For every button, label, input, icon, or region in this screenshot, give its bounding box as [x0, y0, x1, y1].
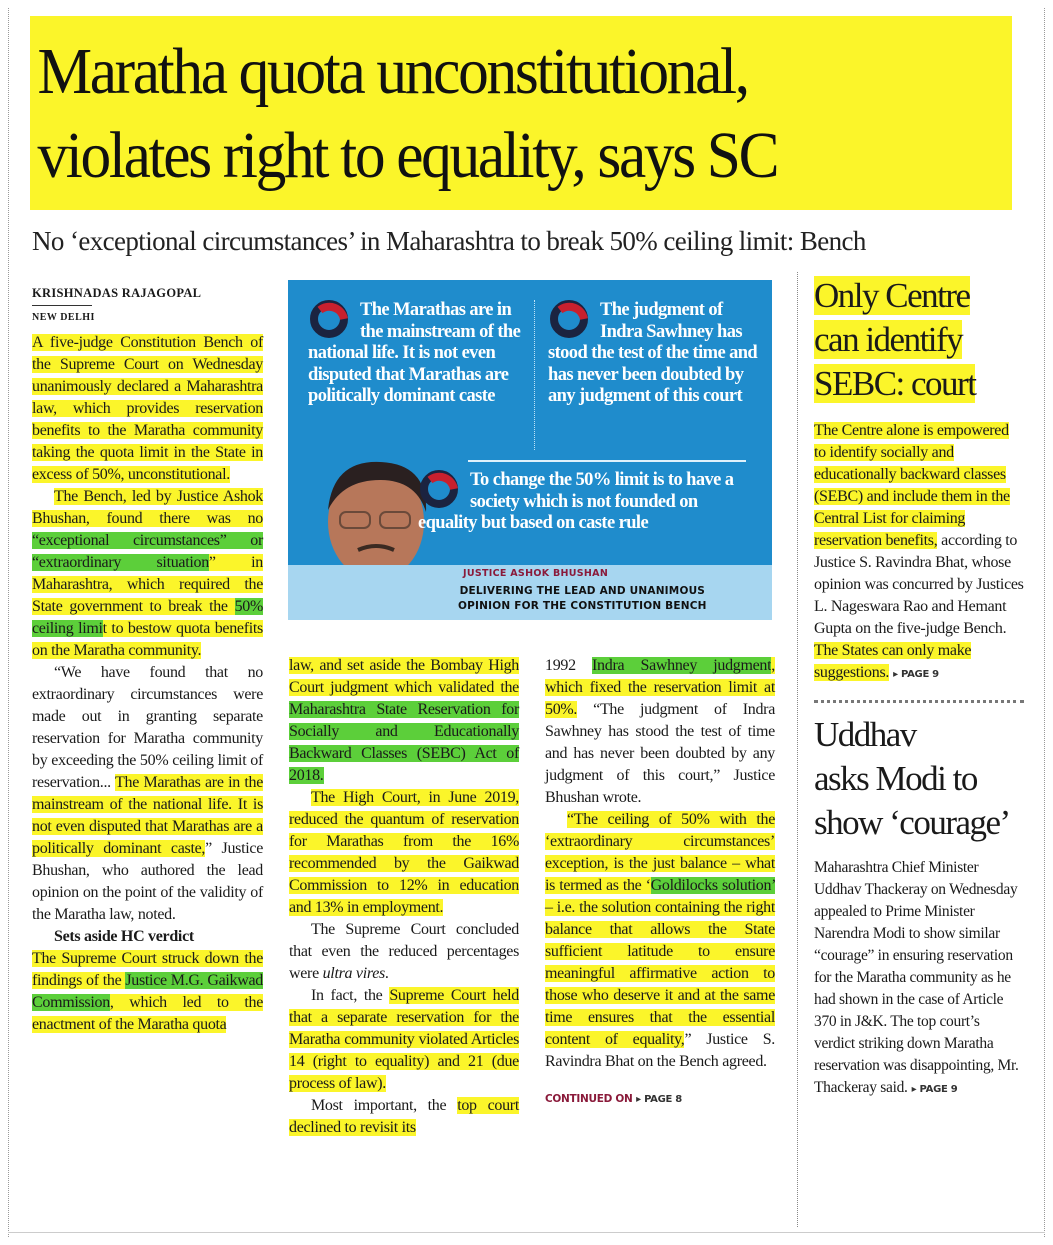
infobox-quote-2: [548, 300, 758, 408]
sidebar-1-body: [814, 420, 1024, 686]
yellow-highlight-text: , which led to the enactment of the Maratha quota: [32, 994, 263, 1033]
yellow-highlight-text: law, and set aside the Bombay High Court judgment which validated the: [289, 657, 519, 696]
column-1-body: [32, 332, 263, 926]
yellow-highlight-text: The Centre alone is empowered to identify socially and educationally backward classes (SEBC) and include them in the Central List for claiming reservation benefits,: [814, 422, 1010, 549]
sidebar-1-headline-line: SEBC: court: [814, 364, 976, 403]
sidebar-1-headline-line: can identify: [814, 320, 963, 359]
yellow-highlight-text: t to bestow quota benefits on the Maratha community.: [32, 620, 263, 659]
byline-rule: [32, 305, 92, 306]
page-reference-link[interactable]: ▸ PAGE 9: [911, 1084, 958, 1095]
quote-logo-icon: [418, 470, 464, 508]
infobox-divider-vertical: [534, 300, 535, 450]
byline-author: KRISHNADAS RAJAGOPAL: [32, 286, 202, 300]
body-text: “We have found that no extraordinary circumstances were made out in granting separate reservation for Maratha community by exceeding the 50% ceiling limit of reservation...: [32, 664, 263, 791]
article-paragraph: [289, 1095, 519, 1139]
article-paragraph: [32, 662, 263, 926]
yellow-highlight-text: The High Court, in June 2019, reduced the quantum of reservation for Marathas from the 16% recommended by the Gaikwad Commission to 12% in education and 13% in employment.: [289, 789, 519, 916]
caption-line-2: OPINION FOR THE CONSTITUTION BENCH: [458, 600, 707, 612]
article-paragraph: [814, 420, 1024, 686]
column-3-body: [545, 655, 775, 1073]
caption-name: JUSTICE ASHOK BHUSHAN: [463, 568, 609, 579]
article-paragraph: [32, 486, 263, 662]
subheadline: No ‘exceptional circumstances’ in Maharashtra to break 50% ceiling limit: Bench: [32, 226, 866, 256]
sidebar-2-headline-line: show ‘courage’: [814, 803, 1010, 842]
quote-logo-icon: [308, 300, 354, 338]
yellow-highlight-text: A five-judge Constitution Bench of the Supreme Court on Wednesday unanimously declared a Maharashtra law, which provides reservation benefits to the Maratha community taking the quota limit in the State in excess of 50%, unconstitutional.: [32, 334, 263, 483]
body-text: ultra vires: [322, 965, 385, 982]
yellow-highlight-text: ” in Maharashtra, which required the State government to break the: [32, 554, 263, 615]
green-highlight-text: Maharashtra State Reservation for Socially and Educationally Backward Classes (SEBC) Act of 2018.: [289, 701, 519, 784]
bottom-rule: [8, 1232, 1045, 1233]
quote-1-text: The Marathas are in the mainstream of the national life. It is not even disputed that Marathas are politically dominant caste: [308, 300, 521, 406]
body-text: according to Justice S. Ravindra Bhat, whose opinion was concurred by Justices L. Nageswara Rao and Hemant Gupta on the five-judge Bench.: [814, 532, 1024, 637]
quote-logo-icon: [548, 300, 594, 338]
article-paragraph: [545, 809, 775, 1073]
subheading: Sets aside HC verdict: [54, 928, 194, 945]
yellow-highlight-text: “The ceiling of 50% with the ‘extraordinary circumstances’ exception, is the just balance – what is termed as the ‘: [545, 811, 775, 894]
body-text: The Supreme Court concluded that even the reduced percentages were: [289, 921, 519, 982]
body-text: 1992: [545, 657, 593, 674]
article-paragraph: [545, 655, 775, 809]
sidebar-2-headline: [814, 713, 1024, 845]
column-1-body-2: [32, 948, 263, 1036]
yellow-highlight-text: , which fixed the reservation limit at 50%.: [545, 657, 775, 718]
body-text: Maharashtra Chief Minister Uddhav Thackeray on Wednesday appealed to Prime Minister Narendra Modi to show similar “courage” in ensuring reservation for the Maratha community as he had shown in the case of Article 370 in J&K. The top court’s verdict striking down Maratha reservation was disappointing, Mr. Thackeray said.: [814, 859, 1019, 1096]
green-highlight-text: 50% ceiling limi: [32, 598, 263, 637]
infobox-quote-3: [418, 470, 748, 535]
article-paragraph: [32, 332, 263, 486]
article-paragraph: [289, 787, 519, 919]
yellow-highlight-text: The Bench, led by Justice Ashok Bhushan, found there was no: [32, 488, 263, 527]
yellow-highlight-text: Supreme Court held that a separate reservation for the Maratha community violated Articles 14 (right to equality) and 21 (due process of law).: [289, 987, 520, 1092]
infobox-quote-1: [308, 300, 530, 408]
article-paragraph: [289, 655, 519, 787]
headline-line-1: Maratha quota unconstitutional,: [37, 35, 748, 108]
body-text: ” Justice Bhushan, who authored the lead opinion on the point of the validity of the Maratha law, noted.: [32, 840, 263, 923]
column-2-body: [289, 655, 519, 1139]
caption-line-1: DELIVERING THE LEAD AND UNANIMOUS: [459, 585, 706, 597]
dateline: NEW DELHI: [32, 312, 95, 323]
green-highlight-text: Indra Sawhney judgment: [592, 657, 772, 674]
yellow-highlight-text: – i.e. the solution containing the right balance that allows the State sufficient latitude to ensure meaningful affirmative action to those who deserve it and at the same time ensures that the essential content of equality,: [545, 899, 775, 1048]
continued-page-link[interactable]: ▸ PAGE 8: [636, 1094, 682, 1105]
article-paragraph: [289, 919, 519, 985]
page-reference-link[interactable]: ▸ PAGE 9: [893, 669, 939, 680]
sidebar-2-headline-line: asks Modi to: [814, 759, 977, 798]
yellow-highlight-text: The States can only make suggestions.: [814, 642, 972, 681]
infobox: [288, 280, 772, 620]
continued-line[interactable]: [545, 1087, 775, 1111]
body-text: ” Justice S. Ravindra Bhat on the Bench agreed.: [545, 1031, 775, 1070]
article-paragraph: [814, 857, 1024, 1101]
body-text: “The judgment of Indra Sawhney has stood the test of time and has never been doubted by any judgment of this court,” Justice Bhushan wrote.: [545, 701, 775, 806]
green-highlight-text: Goldilocks solution’: [650, 877, 775, 894]
yellow-highlight-text: top court declined to revisit its: [289, 1097, 519, 1136]
headline-box: [30, 16, 1012, 210]
quote-3-text: To change the 50% limit is to have a society which is not founded on equality but based on caste rule: [418, 470, 734, 533]
sidebar-dotted-divider: [814, 700, 1024, 703]
article-paragraph: [289, 985, 519, 1095]
yellow-highlight-text: The Supreme Court struck down the findings of the: [32, 950, 263, 989]
sidebar-1-headline-line: Only Centre: [814, 276, 970, 315]
sidebar-1-headline: [814, 274, 1024, 406]
continued-on-label: CONTINUED ON: [545, 1093, 633, 1105]
column-3: [545, 655, 775, 1111]
headline: [30, 16, 943, 198]
column-1: [32, 282, 263, 1036]
headline-line-2: violates right to equality, says SC: [37, 119, 778, 192]
column-2: [289, 655, 519, 1139]
sidebar: [814, 274, 1024, 1101]
yellow-highlight-text: The Marathas are in the mainstream of the national life. It is not even disputed that Marathas are a politically dominant caste,: [32, 774, 263, 857]
article-paragraph: [32, 948, 263, 1036]
caption-description: [458, 584, 707, 614]
sidebar-divider: [797, 272, 798, 1227]
green-highlight-text: Justice M.G. Gaikwad Commission: [32, 972, 263, 1011]
body-text: In fact, the: [311, 987, 390, 1004]
body-text: .: [384, 965, 389, 982]
sidebar-2-headline-line: Uddhav: [814, 715, 916, 754]
green-highlight-text: “exceptional circumstances” or “extraordinary situation: [32, 532, 263, 571]
sidebar-2-body: [814, 857, 1024, 1101]
quote-2-text: The judgment of Indra Sawhney has stood the test of the time and has never been doubted by any judgment of this court: [548, 300, 758, 406]
body-text: Most important, the: [311, 1097, 458, 1114]
